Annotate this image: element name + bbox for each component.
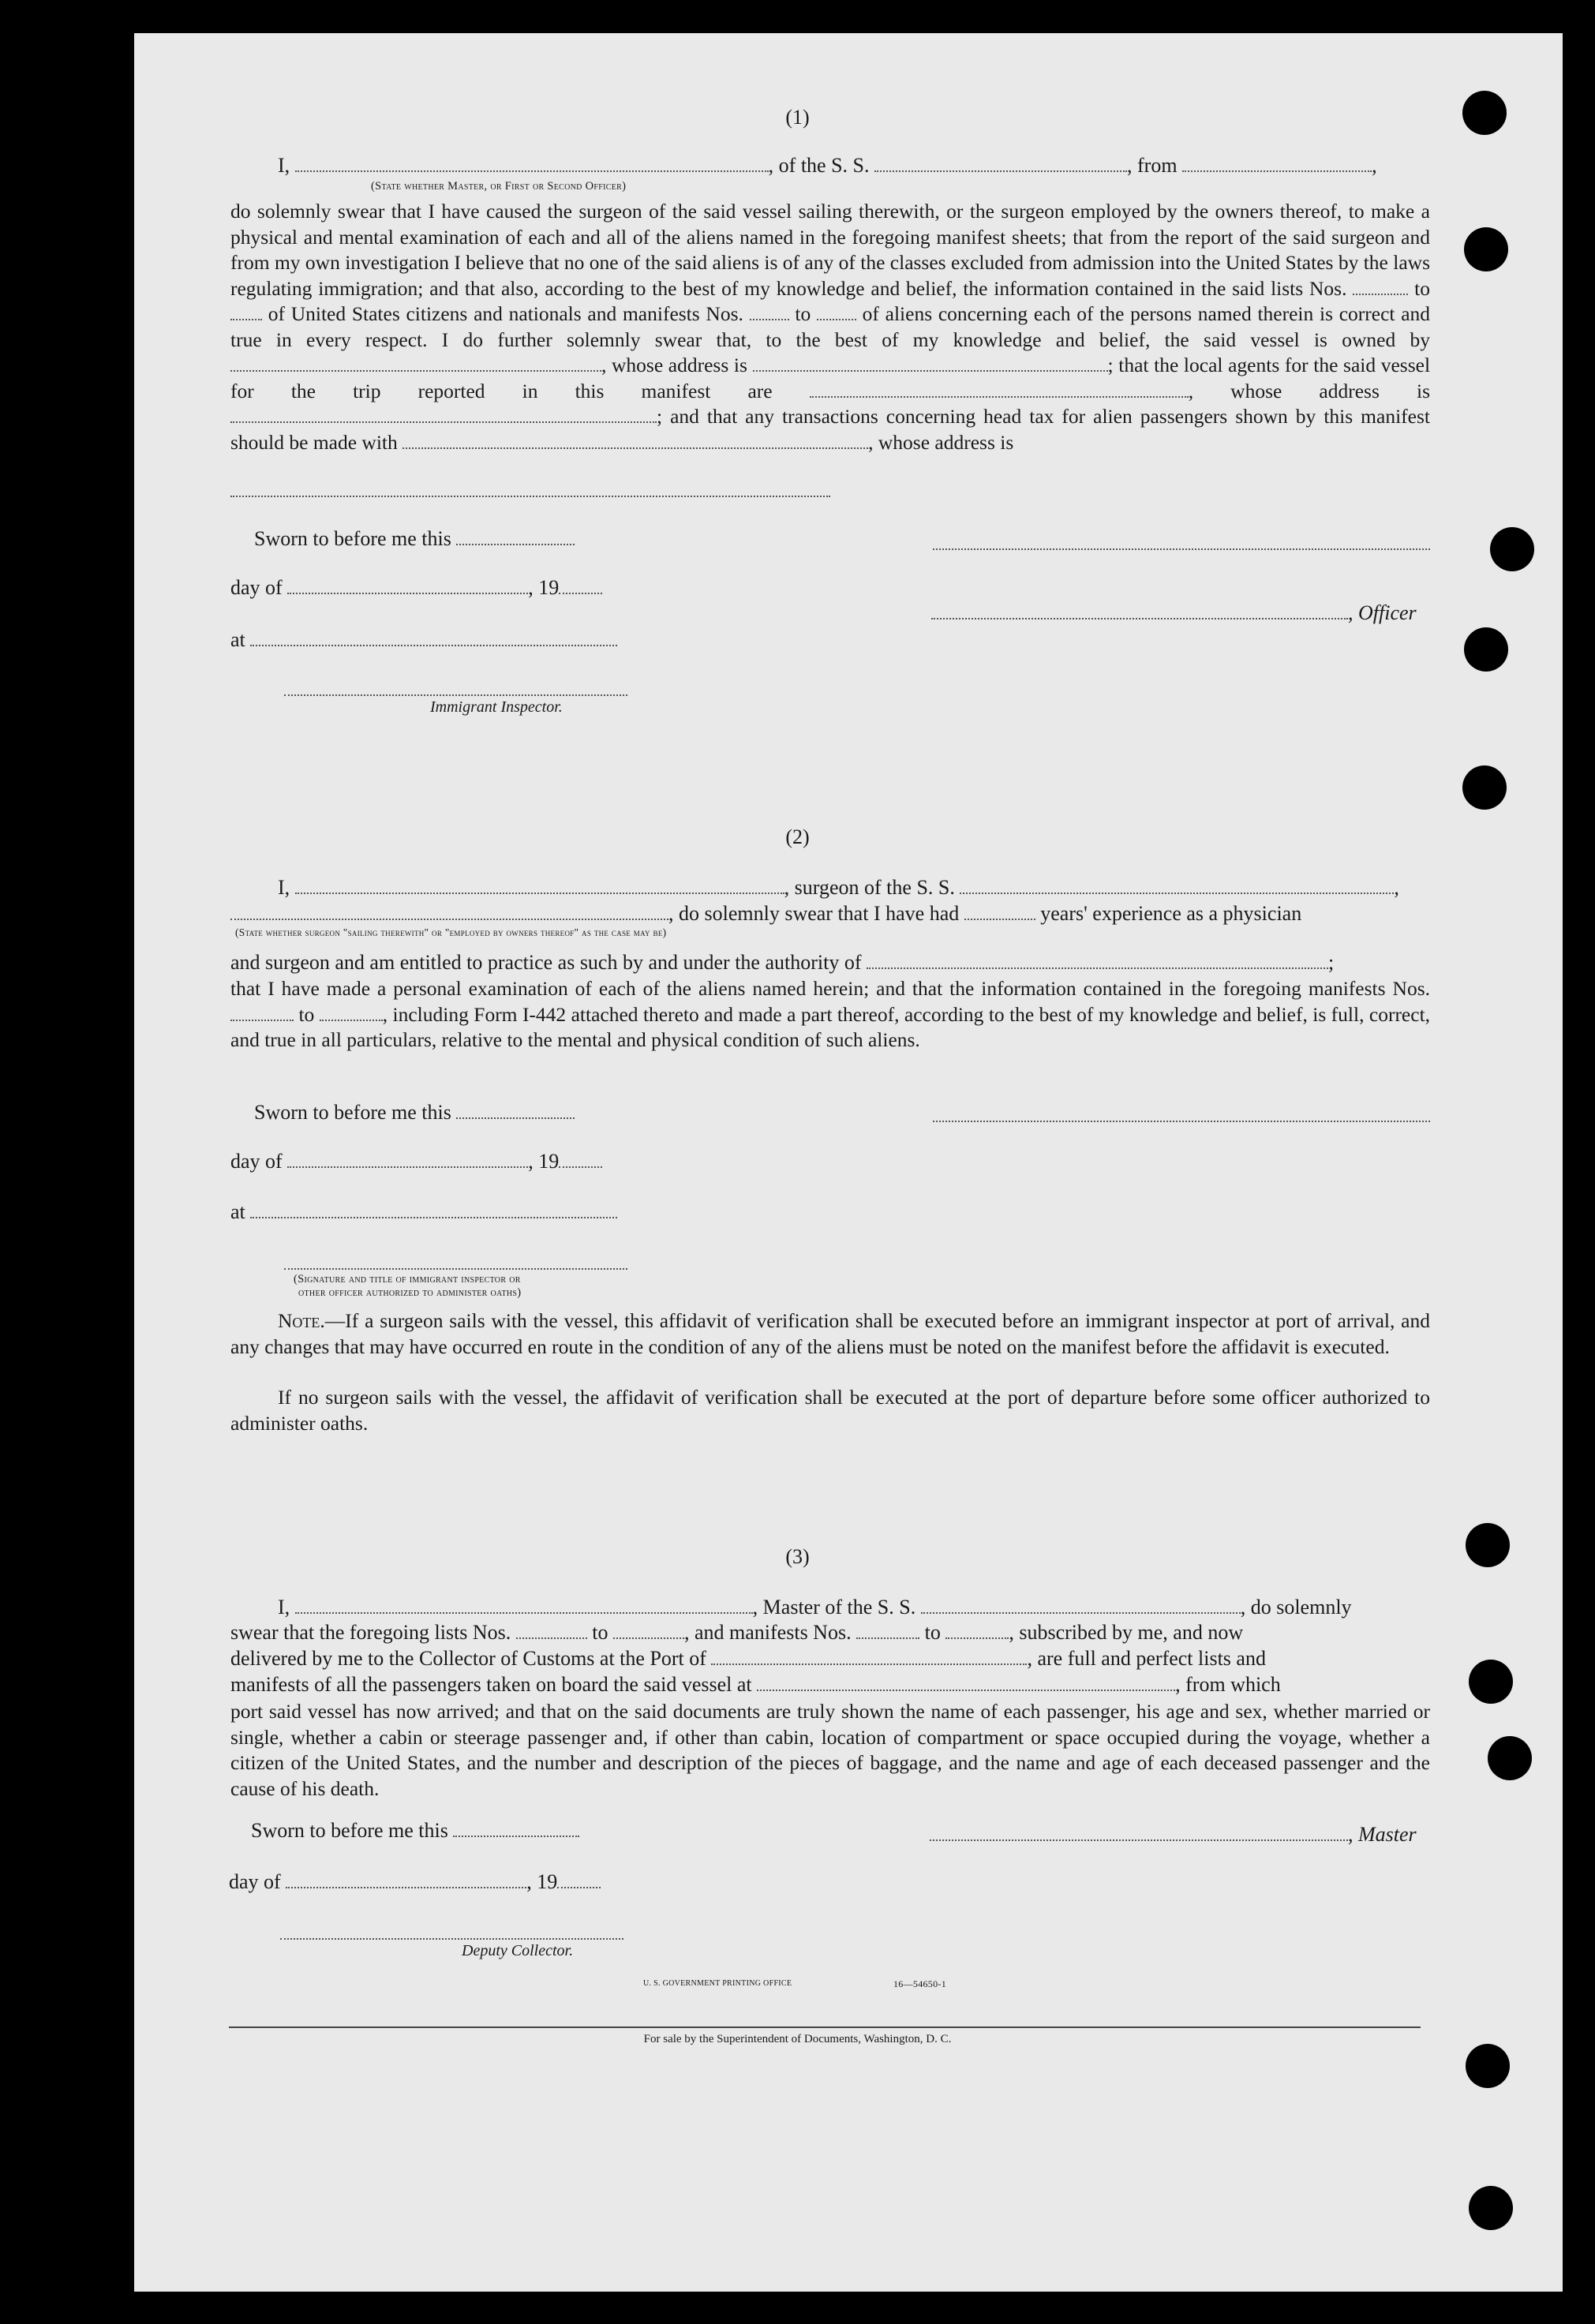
collector-signature-line[interactable] bbox=[280, 1938, 623, 1940]
s3-line-3: delivered by me to the Collector of Customs at the Port of , are full and perfect lists and bbox=[230, 1647, 1266, 1670]
inspector-caption: Immigrant Inspector. bbox=[430, 698, 563, 716]
s3-lists-from-field[interactable] bbox=[516, 1623, 587, 1639]
s1-day-of: day of , 19 bbox=[230, 576, 602, 600]
master-signature-line[interactable] bbox=[930, 1825, 1348, 1841]
manifests-from-field[interactable] bbox=[750, 305, 789, 320]
s1-at: at bbox=[230, 628, 617, 652]
s3-manifests-from-field[interactable] bbox=[856, 1623, 919, 1639]
note-paragraph-2: If no surgeon sails with the vessel, the affidavit of verification shall be executed at the port of departure before some officer authorized to administer oaths. bbox=[230, 1386, 1430, 1435]
section-3-number: (3) bbox=[785, 1545, 810, 1568]
agent-address-field[interactable] bbox=[230, 407, 657, 423]
note-paragraph: Note.—If a surgeon sails with the vessel, this affidavit of verification shall be executed before an immigrant inspector at port of arrival, and any changes that may have occurred en route in the condition of any of the aliens must be noted on the manifest before the affidavit is executed. bbox=[230, 1309, 1430, 1358]
s2-line-2: , do solemnly swear that I have had years' experience as a physician bbox=[230, 902, 1301, 926]
s2-inspector-signature-line[interactable] bbox=[284, 1268, 627, 1270]
gpo-imprint: U. S. GOVERNMENT PRINTING OFFICE bbox=[643, 1979, 792, 1988]
s2-day-of: day of , 19 bbox=[230, 1150, 602, 1173]
master-name-field[interactable] bbox=[295, 1598, 753, 1614]
sale-imprint: For sale by the Superintendent of Documents, Washington, D. C. bbox=[643, 2033, 952, 2045]
s2-sworn: Sworn to before me this bbox=[254, 1101, 575, 1125]
punch-hole bbox=[1469, 1660, 1513, 1704]
contact-address-line[interactable] bbox=[230, 496, 830, 497]
authority-field[interactable] bbox=[867, 953, 1328, 969]
owner-address-field[interactable] bbox=[753, 356, 1108, 372]
years-experience-field[interactable] bbox=[964, 904, 1035, 920]
punch-hole bbox=[1488, 1736, 1532, 1780]
head-tax-contact-field[interactable] bbox=[402, 433, 868, 449]
punch-hole bbox=[1490, 527, 1534, 571]
collector-caption: Deputy Collector. bbox=[462, 1942, 574, 1959]
sworn-day-field[interactable] bbox=[456, 530, 575, 545]
manifests-to-field[interactable] bbox=[817, 305, 856, 320]
officer-name-field[interactable] bbox=[295, 156, 769, 172]
s3-sworn: Sworn to before me this bbox=[251, 1819, 579, 1843]
officer-signature-line-2[interactable] bbox=[931, 604, 1348, 619]
footer-rule bbox=[229, 2026, 1421, 2028]
sworn-year-field[interactable] bbox=[559, 578, 602, 594]
s1-officer-sign: , Officer bbox=[931, 601, 1417, 625]
s3-master-sign: , Master bbox=[930, 1823, 1417, 1847]
departure-port-field[interactable] bbox=[1182, 156, 1372, 172]
surgeon-signature-line[interactable] bbox=[933, 1121, 1430, 1122]
punch-hole bbox=[1462, 765, 1507, 810]
s3-sworn-month-field[interactable] bbox=[286, 1873, 526, 1888]
s1-sworn: Sworn to before me this bbox=[254, 527, 575, 551]
boarding-port-field[interactable] bbox=[757, 1675, 1175, 1691]
s2-line-1: I, , surgeon of the S. S. , bbox=[278, 876, 1399, 899]
s3-sworn-year-field[interactable] bbox=[557, 1873, 601, 1888]
s3-lists-to-field[interactable] bbox=[613, 1623, 684, 1639]
section-2-number: (2) bbox=[785, 825, 810, 848]
vessel-name-field[interactable] bbox=[874, 156, 1127, 172]
punch-hole bbox=[1469, 2186, 1513, 2230]
s3-line-1: I, , Master of the S. S. , do solemnly bbox=[278, 1596, 1352, 1619]
officer-signature-line-1[interactable] bbox=[933, 548, 1430, 550]
punch-hole bbox=[1464, 227, 1508, 271]
surgeon-name-field[interactable] bbox=[295, 878, 784, 894]
surgeon-status-field[interactable] bbox=[230, 904, 668, 920]
owner-field[interactable] bbox=[230, 356, 601, 372]
s1-line-1: I, , of the S. S. , from , bbox=[278, 154, 1377, 177]
s2-manifests-to-field[interactable] bbox=[320, 1005, 383, 1021]
punch-hole bbox=[1466, 2044, 1510, 2088]
s3-line-4: manifests of all the passengers taken on board the said vessel at , from which bbox=[230, 1673, 1281, 1696]
s2-signature-caption-2: other officer authorized to administer oaths) bbox=[298, 1286, 522, 1299]
s3-manifests-to-field[interactable] bbox=[945, 1623, 1009, 1639]
s2-sworn-place-field[interactable] bbox=[250, 1203, 617, 1218]
s3-line-2: swear that the foregoing lists Nos. to , and manifests Nos. to , subscribed by me, and now bbox=[230, 1621, 1244, 1644]
punch-hole bbox=[1464, 627, 1508, 672]
customs-port-field[interactable] bbox=[711, 1649, 1027, 1665]
s1-oath-paragraph: do solemnly swear that I have caused the surgeon of the said vessel sailing therewith, or the surgeon employed by the owners thereof, to make a physical and mental examination of each and all of the aliens named in the foregoing manifest sheets; that from the report of the said surgeon and from my own investigation I believe that no one of the said aliens is of any of the classes excluded from admission into the United States by the laws regulating immigration; and that also, according to the best of my knowledge and belief, the information contained in the said lists Nos. to of United States citizens and nationals and manifests Nos. to of aliens concerning each of the persons named therein is correct and true in every respect. I do further solemnly swear that, to the best of my knowledge and belief, the said vessel is owned by , whose address is ; that the local agents for the said vessel for the trip reported in this manifest are , whose address is ; and that any transactions concerning head tax for alien passengers shown by this manifest should be made with , whose address is bbox=[230, 200, 1431, 454]
surgeon-status-caption: (State whether surgeon "sailing therewith" or "employed by owners thereof" as the case may be) bbox=[235, 926, 667, 938]
form-number: 16—54650-1 bbox=[893, 1978, 946, 1989]
sworn-month-field[interactable] bbox=[287, 578, 528, 594]
s3-paragraph: port said vessel has now arrived; and that on the said documents are truly shown the name of each passenger, his age and sex, whether married or single, whether a cabin or steerage passenger and, if other than cabin, location of compartment or space occupied during the voyage, whether a citizen of the United States, and the number and description of the pieces of baggage, and the name and age of each deceased passenger and the cause of his death. bbox=[230, 1700, 1430, 1800]
section-1-number: (1) bbox=[785, 106, 810, 129]
lists-to-field[interactable] bbox=[230, 305, 262, 320]
s2-sworn-day-field[interactable] bbox=[456, 1103, 575, 1119]
s3-vessel-name-field[interactable] bbox=[921, 1598, 1241, 1614]
s2-line-3: and surgeon and am entitled to practice as such by and under the authority of ; bbox=[230, 951, 1335, 974]
inspector-signature-line[interactable] bbox=[284, 694, 627, 696]
local-agents-field[interactable] bbox=[810, 382, 1189, 398]
s2-manifests-from-field[interactable] bbox=[230, 1005, 294, 1021]
s2-sworn-month-field[interactable] bbox=[287, 1152, 528, 1168]
s2-signature-caption-1: (Signature and title of immigrant inspector or bbox=[294, 1273, 521, 1285]
s3-sworn-day-field[interactable] bbox=[453, 1821, 579, 1837]
s2-vessel-name-field[interactable] bbox=[960, 878, 1394, 894]
s2-sworn-year-field[interactable] bbox=[559, 1152, 602, 1168]
s2-paragraph: that I have made a personal examination of each of the aliens named herein; and that the information contained in the foregoing manifests Nos. to , including Form I-442 attached thereto and made a part thereof, according to the best of my knowledge and belief, is full, correct, and true in all particulars, relative to the mental and physical condition of such aliens. bbox=[230, 977, 1431, 1051]
lists-from-field[interactable] bbox=[1353, 279, 1408, 295]
officer-rank-caption: (State whether Master, or First or Second Officer) bbox=[371, 180, 627, 193]
sworn-place-field[interactable] bbox=[250, 631, 617, 646]
s3-day-of: day of , 19 bbox=[229, 1870, 601, 1894]
s2-at: at bbox=[230, 1200, 617, 1224]
